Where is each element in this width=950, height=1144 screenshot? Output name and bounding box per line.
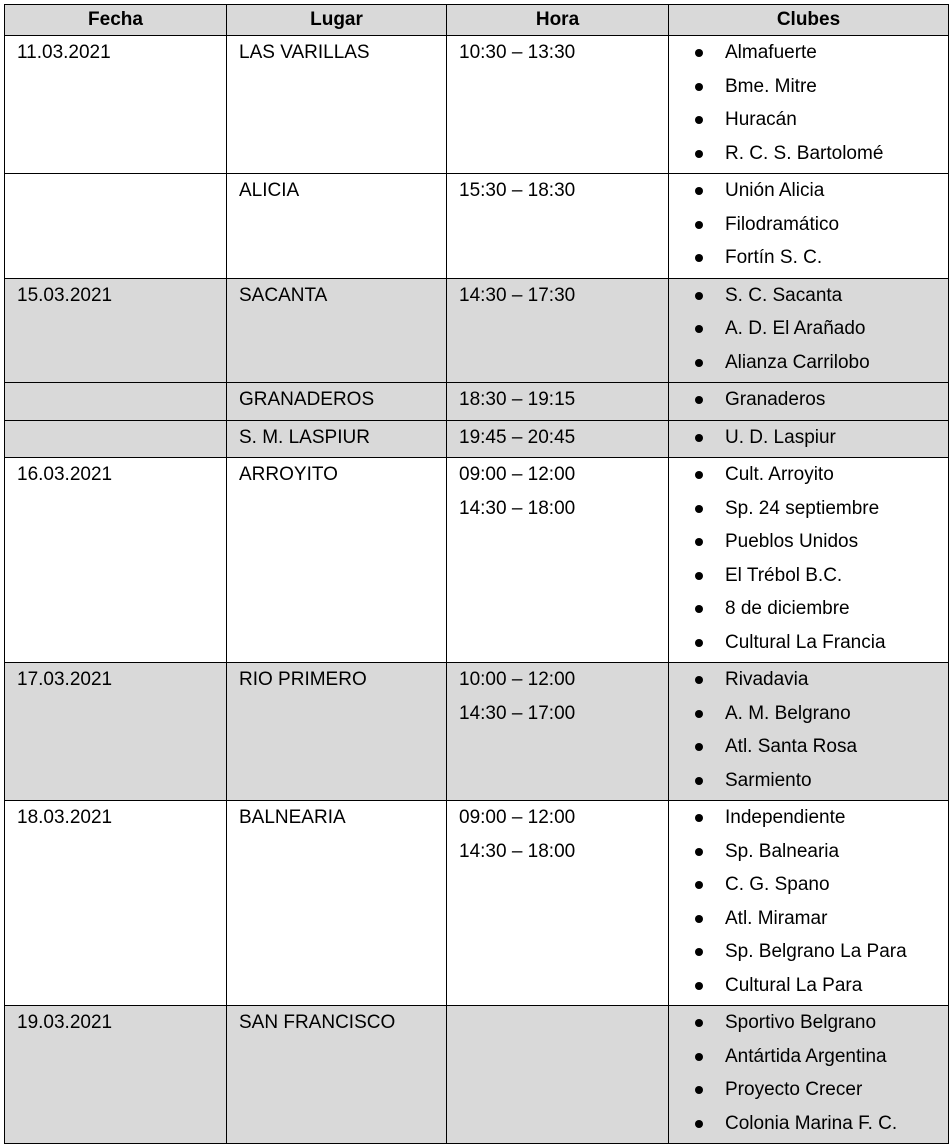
- club-name: Unión Alicia: [725, 180, 825, 201]
- club-name: Atl. Santa Rosa: [725, 736, 858, 757]
- bullet-icon: [695, 915, 703, 923]
- list-item: [681, 733, 948, 767]
- club-name: Cult. Arroyito: [725, 464, 834, 485]
- schedule-table: [4, 4, 949, 1144]
- list-item: [681, 700, 948, 734]
- clubes-cell: [669, 36, 949, 174]
- hora-text: 14:30 – 17:00: [459, 702, 576, 724]
- hora-cell: [447, 383, 669, 421]
- hora-cell: [447, 458, 669, 663]
- club-name: Colonia Marina F. C.: [725, 1112, 898, 1134]
- list-item: [681, 244, 948, 278]
- clubes-list: [681, 461, 948, 662]
- club-name: Sp. 24 septiembre: [725, 497, 880, 519]
- lugar-cell: [227, 801, 447, 1006]
- list-item: [681, 386, 948, 420]
- bullet-icon: [695, 1086, 703, 1094]
- lugar-cell: [227, 36, 447, 174]
- bullet-icon: [695, 1120, 703, 1128]
- clubes-list: [681, 666, 948, 800]
- club-name: Granaderos: [725, 389, 826, 410]
- club-name: Cultural La Para: [725, 974, 863, 996]
- hora-text: 09:00 – 12:00: [459, 464, 576, 485]
- list-item: [681, 1110, 948, 1144]
- list-item: [681, 495, 948, 529]
- list-item: [681, 595, 948, 629]
- bullet-icon: [695, 150, 703, 158]
- bullet-icon: [695, 814, 703, 822]
- lugar-cell: [227, 278, 447, 383]
- club-name: Bme. Mitre: [725, 75, 817, 97]
- clubes-cell: [669, 278, 949, 383]
- list-item: [681, 629, 948, 663]
- club-name: Filodramático: [725, 213, 840, 235]
- fecha-cell: [5, 278, 227, 383]
- club-name: Proyecto Crecer: [725, 1079, 863, 1100]
- club-name: A. M. Belgrano: [725, 702, 851, 724]
- bullet-icon: [695, 743, 703, 751]
- hora-text: 09:00 – 12:00: [459, 807, 576, 828]
- lugar-cell: [227, 383, 447, 421]
- hora-text: 14:30 – 18:00: [459, 497, 576, 519]
- club-name: Antártida Argentina: [725, 1045, 887, 1067]
- club-name: Sarmiento: [725, 769, 812, 791]
- table-header: [5, 5, 949, 36]
- hora-cell: [447, 174, 669, 279]
- lugar-text: SACANTA: [239, 284, 328, 306]
- club-name: R. C. S. Bartolomé: [725, 142, 884, 164]
- bullet-icon: [695, 1053, 703, 1061]
- club-name: Cultural La Francia: [725, 631, 886, 653]
- club-name: A. D. El Arañado: [725, 318, 866, 339]
- fecha-cell: [5, 458, 227, 663]
- clubes-list: [681, 386, 948, 420]
- list-item: [681, 39, 948, 73]
- hora-text: 18:30 – 19:15: [459, 389, 576, 410]
- lugar-text: BALNEARIA: [239, 807, 346, 828]
- hora-cell: [447, 1006, 669, 1144]
- list-item: [681, 1043, 948, 1077]
- hora-text: 15:30 – 18:30: [459, 180, 576, 201]
- club-name: 8 de diciembre: [725, 598, 850, 619]
- club-name: Sp. Balnearia: [725, 840, 840, 862]
- lugar-cell: [227, 458, 447, 663]
- list-item: [681, 282, 948, 316]
- list-item: [681, 562, 948, 596]
- bullet-icon: [695, 676, 703, 684]
- hora-cell: [447, 278, 669, 383]
- list-item: [681, 424, 948, 458]
- lugar-cell: [227, 663, 447, 801]
- club-name: El Trébol B.C.: [725, 564, 843, 586]
- bullet-icon: [695, 325, 703, 333]
- list-item: [681, 871, 948, 905]
- bullet-icon: [695, 471, 703, 479]
- table-row: [5, 1006, 949, 1144]
- clubes-cell: [669, 383, 949, 421]
- fecha-cell: [5, 174, 227, 279]
- list-item: [681, 1076, 948, 1110]
- clubes-cell: [669, 663, 949, 801]
- club-name: Sp. Belgrano La Para: [725, 941, 907, 962]
- club-name: Atl. Miramar: [725, 907, 828, 929]
- fecha-text: 16.03.2021: [17, 464, 113, 485]
- list-item: [681, 838, 948, 872]
- bullet-icon: [695, 221, 703, 229]
- lugar-text: RIO PRIMERO: [239, 669, 367, 690]
- table-row: [5, 458, 949, 663]
- clubes-cell: [669, 1006, 949, 1144]
- bullet-icon: [695, 710, 703, 718]
- hora-cell: [447, 663, 669, 801]
- lugar-text: ALICIA: [239, 180, 300, 201]
- lugar-cell: [227, 1006, 447, 1144]
- list-item: [681, 938, 948, 972]
- lugar-text: SAN FRANCISCO: [239, 1012, 396, 1033]
- lugar-text: GRANADEROS: [239, 389, 375, 410]
- list-item: [681, 349, 948, 383]
- club-name: Independiente: [725, 807, 846, 828]
- club-name: Pueblos Unidos: [725, 531, 859, 552]
- clubes-cell: [669, 420, 949, 458]
- clubes-cell: [669, 458, 949, 663]
- bullet-icon: [695, 49, 703, 57]
- club-name: Huracán: [725, 109, 797, 130]
- fecha-cell: [5, 420, 227, 458]
- list-item: [681, 666, 948, 700]
- bullet-icon: [695, 572, 703, 580]
- bullet-icon: [695, 881, 703, 889]
- list-item: [681, 1009, 948, 1043]
- bullet-icon: [695, 116, 703, 124]
- fecha-text: [17, 424, 226, 458]
- clubes-list: [681, 804, 948, 1005]
- bullet-icon: [695, 83, 703, 91]
- bullet-icon: [695, 848, 703, 856]
- fecha-cell: [5, 383, 227, 421]
- bullet-icon: [695, 1019, 703, 1027]
- fecha-text: 11.03.2021: [17, 42, 111, 63]
- hora-cell: [447, 801, 669, 1006]
- bullet-icon: [695, 982, 703, 990]
- hora-text: 10:00 – 12:00: [459, 669, 576, 690]
- club-name: Alianza Carrilobo: [725, 351, 870, 373]
- header-clubes: Clubes: [669, 5, 949, 36]
- fecha-cell: [5, 36, 227, 174]
- list-item: [681, 315, 948, 349]
- bullet-icon: [695, 505, 703, 513]
- lugar-cell: [227, 420, 447, 458]
- clubes-list: [681, 1009, 948, 1143]
- table-row: [5, 278, 949, 383]
- header-row: [5, 5, 949, 36]
- header-fecha: Fecha: [5, 5, 227, 36]
- club-name: Almafuerte: [725, 42, 817, 63]
- fecha-cell: [5, 663, 227, 801]
- club-name: Sportivo Belgrano: [725, 1012, 877, 1033]
- header-lugar: Lugar: [227, 5, 447, 36]
- list-item: [681, 767, 948, 801]
- club-name: Rivadavia: [725, 669, 809, 690]
- fecha-text: [17, 386, 226, 420]
- bullet-icon: [695, 639, 703, 647]
- bullet-icon: [695, 948, 703, 956]
- table-row: [5, 383, 949, 421]
- hora-text: 14:30 – 18:00: [459, 840, 576, 862]
- table-row: [5, 420, 949, 458]
- bullet-icon: [695, 254, 703, 262]
- clubes-list: [681, 282, 948, 383]
- table-body: [5, 36, 949, 1144]
- fecha-text: [17, 177, 226, 211]
- bullet-icon: [695, 605, 703, 613]
- clubes-list: [681, 39, 948, 173]
- list-item: [681, 211, 948, 245]
- club-name: Fortín S. C.: [725, 247, 823, 268]
- bullet-icon: [695, 292, 703, 300]
- table-row: [5, 801, 949, 1006]
- clubes-cell: [669, 174, 949, 279]
- table-row: [5, 36, 949, 174]
- table-row: [5, 663, 949, 801]
- fecha-cell: [5, 801, 227, 1006]
- hora-cell: [447, 36, 669, 174]
- lugar-text: ARROYITO: [239, 464, 338, 485]
- hora-text: 14:30 – 17:30: [459, 284, 576, 306]
- clubes-list: [681, 424, 948, 458]
- hora-text: 19:45 – 20:45: [459, 426, 576, 448]
- clubes-list: [681, 177, 948, 278]
- list-item: [681, 106, 948, 140]
- fecha-text: 19.03.2021: [17, 1012, 113, 1033]
- lugar-cell: [227, 174, 447, 279]
- list-item: [681, 461, 948, 495]
- lugar-text: LAS VARILLAS: [239, 42, 370, 63]
- list-item: [681, 528, 948, 562]
- hora-cell: [447, 420, 669, 458]
- bullet-icon: [695, 538, 703, 546]
- club-name: U. D. Laspiur: [725, 426, 836, 448]
- club-name: C. G. Spano: [725, 874, 830, 895]
- list-item: [681, 972, 948, 1006]
- bullet-icon: [695, 187, 703, 195]
- fecha-text: 15.03.2021: [17, 284, 113, 306]
- fecha-cell: [5, 1006, 227, 1144]
- list-item: [681, 804, 948, 838]
- fecha-text: 17.03.2021: [17, 669, 113, 690]
- lugar-text: S. M. LASPIUR: [239, 426, 370, 448]
- list-item: [681, 177, 948, 211]
- list-item: [681, 905, 948, 939]
- hora-text: 10:30 – 13:30: [459, 42, 576, 63]
- fecha-text: 18.03.2021: [17, 807, 113, 828]
- bullet-icon: [695, 396, 703, 404]
- bullet-icon: [695, 434, 703, 442]
- clubes-cell: [669, 801, 949, 1006]
- table-row: [5, 174, 949, 279]
- list-item: [681, 73, 948, 107]
- list-item: [681, 140, 948, 174]
- bullet-icon: [695, 359, 703, 367]
- header-hora: Hora: [447, 5, 669, 36]
- club-name: S. C. Sacanta: [725, 284, 843, 306]
- bullet-icon: [695, 777, 703, 785]
